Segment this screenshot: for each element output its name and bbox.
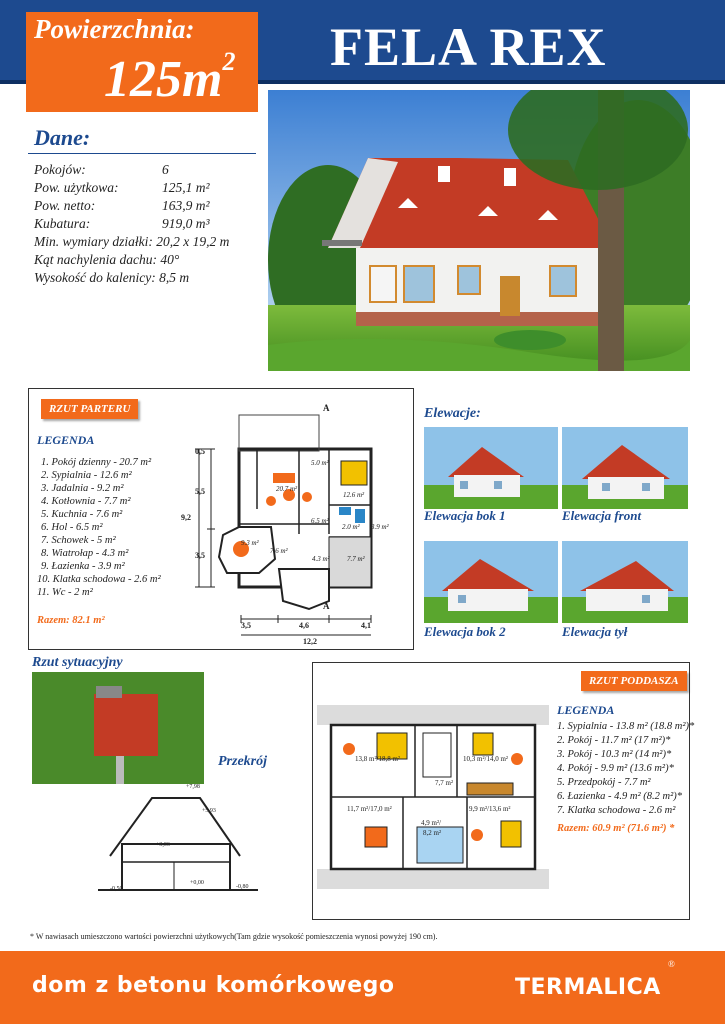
ground-legend-item: 8. Wiatrołap - 4.3 m² [41,548,129,559]
room-area: 7,7 m² [435,779,454,787]
room-area: 12.6 m² [343,491,365,499]
attic-legend-item: 5. Przedpokój - 7.7 m² [557,777,651,788]
elevation-label: Elewacja front [562,508,642,523]
room-area: 9,9 m²/13,6 m² [469,805,511,813]
ground-legend-item: 7. Schowek - 5 m² [41,535,116,546]
area-unit-exponent: 2 [222,46,236,76]
attic-floor-panel [312,662,695,920]
section-marker: A [323,601,330,611]
attic-legend-item: 4. Pokój - 9.9 m² (13.6 m²)* [557,763,674,774]
elevation-label: Elewacja bok 1 [424,508,506,523]
room-area: 5.0 m² [311,459,329,467]
spec-ridge-height: Wysokość do kalenicy: 8,5 m [34,270,190,285]
footer-bar [0,951,725,1024]
ground-legend-item: 2. Sypialnia - 12.6 m² [41,470,132,481]
dane-divider [28,153,256,154]
elevation-image [424,541,558,623]
dim-label: 4,6 [299,621,309,630]
ground-legend-item: 4. Kotłownia - 7.7 m² [41,496,131,507]
spec-roof-angle: Kąt nachylenia dachu: 40° [34,252,180,267]
site-plan-image [32,672,204,784]
room-area: 7.7 m² [347,555,365,563]
room-area: 7.6 m² [270,547,288,555]
area-badge [26,12,258,112]
ground-legend-item: 6. Hol - 6.5 m² [41,522,103,533]
spec-row: Pokojów: 6 [34,162,169,177]
ground-legend-item: 9. Łazienka - 3.9 m² [41,561,125,572]
room-area: 11,7 m²/17,0 m² [347,805,392,813]
room-area: 6.5 m² [311,517,329,525]
cross-section-drawing [98,786,258,896]
area-value: $125m^2$ [104,46,236,108]
section-title: Przekrój [218,754,267,769]
room-area: 13,8 m²/18,8 m² [355,755,401,763]
ground-legend-item: 3. Jadalnia - 9.2 m² [41,483,124,494]
dim-label: 3,5 [195,551,205,560]
level-label: +7,98 [186,784,200,790]
section-marker: A [323,403,330,413]
level-label: -0,80 [236,884,249,890]
elevation-label: Elewacja bok 2 [424,624,506,639]
ground-total: Razem: 82.1 m² [37,615,105,626]
attic-legend-title: LEGENDA [557,703,615,717]
dim-label: 12,2 [303,637,317,646]
attic-legend-item: 3. Pokój - 10.3 m² (14 m²)* [557,749,672,760]
ground-legend-item: 1. Pokój dzienny - 20.7 m² [41,457,152,468]
elevation-image [562,541,696,623]
room-area: 4,9 m²/ [421,819,441,827]
spec-min-plot: Min. wymiary działki: 20,2 x 19,2 m [34,234,230,249]
level-label: +0,00 [190,880,204,886]
registered-mark: ® [668,959,675,969]
ground-legend-item: 5. Kuchnia - 7.6 m² [41,509,123,520]
area-label: Powierzchnia: [34,14,195,44]
spec-row: Pow. netto: 163,9 m² [34,198,210,213]
spec-row: Pow. użytkowa: 125,1 m² [34,180,210,195]
project-title: FELA REX [330,17,607,77]
elevations-title: Elewacje: [424,406,481,421]
house-render [268,90,690,371]
attic-total: Razem: 60.9 m² (71.6 m²) * [557,823,675,834]
level-label: +3,06 [156,842,170,848]
footnote: * W nawiasach umieszczono wartości powierzchni użytkowych(Tam gdzie wysokość pomieszczenia wynosi powyżej 190 cm). [30,932,438,941]
dim-label: 9,2 [181,513,191,522]
room-area: 8,2 m² [423,829,442,837]
room-area: 9.3 m² [241,539,259,547]
attic-floor-plan [317,699,549,895]
attic-legend-item: 7. Klatka schodowa - 2.6 m² [557,805,676,816]
attic-floor-tag: RZUT PODDASZA [581,671,687,691]
ground-legend-title: LEGENDA [37,433,95,447]
elevation-label: Elewacja tył [562,624,628,639]
elevation-image [562,427,696,509]
room-area: 2.0 m² [342,523,360,531]
room-area: 10,3 m²/14,0 m² [463,755,509,763]
attic-legend-item: 1. Sypialnia - 13.8 m² (18.8 m²)* [557,721,695,732]
dim-label: 5,5 [195,487,205,496]
level-label: -0,50 [110,886,123,892]
elevation-image [424,427,558,509]
spec-row: Kubatura: 919,0 m³ [34,216,210,231]
dim-label: 3,5 [241,621,251,630]
brand-logo-text: TERMALICA [515,975,661,1000]
room-area: 3.9 m² [371,523,389,531]
room-area: 20.7 m² [276,485,298,493]
ground-legend-item: 10. Klatka schodowa - 2.6 m² [37,574,161,585]
attic-legend-item: 2. Pokój - 11.7 m² (17 m²)* [557,735,671,746]
site-plan-title: Rzut sytuacyjny [32,655,123,670]
attic-legend-item: 6. Łazienka - 4.9 m² (8.2 m²)* [557,791,682,802]
dane-title: Dane: [34,125,91,150]
ground-floor-panel [28,388,414,650]
room-area: 4.3 m² [312,555,330,563]
ground-legend-item: 11. Wc - 2 m² [37,587,93,598]
level-label: +5,93 [202,808,216,814]
ground-floor-tag: RZUT PARTERU [41,399,138,419]
dim-label: 4,1 [361,621,371,630]
dim-label: 0,5 [195,447,205,456]
footer-slogan: dom z betonu komórkowego [32,973,395,998]
